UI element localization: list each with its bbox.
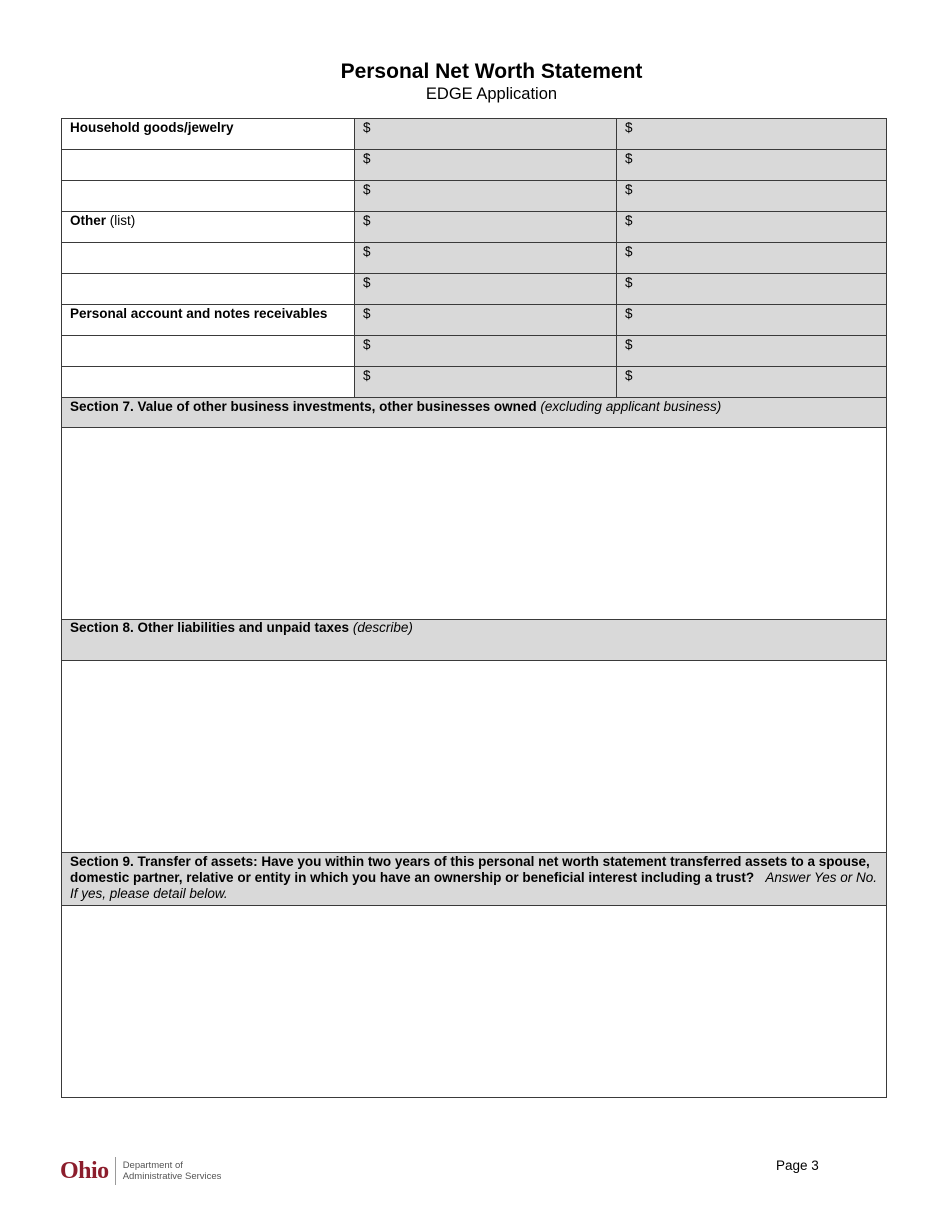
page-subtitle: EDGE Application [425,85,558,103]
asset-amount-field-2[interactable]: $ [617,212,887,243]
page-number: Page 3 [776,1158,819,1173]
section-8-input-row [62,661,887,853]
net-worth-form-table [61,118,887,1098]
department-line-1: Department of [122,1160,183,1171]
asset-label-bold: Personal account and notes receivables [70,306,328,321]
section-9-note: Answer Yes or No. If yes, please detail below. [70,870,877,901]
asset-label-plain: (list) [106,213,136,228]
asset-amount-field-1[interactable]: $ [355,150,617,181]
asset-row [62,336,887,367]
section-9-input-row [62,906,887,1098]
asset-amount-field-2[interactable]: $ [617,305,887,336]
section-9-input-area[interactable] [62,906,887,1098]
asset-amount-field-2[interactable]: $ [617,181,887,212]
asset-label-cell[interactable] [62,274,355,305]
section-7-header-row [62,398,887,428]
section-9-heading [62,853,887,906]
asset-label-cell[interactable] [62,305,355,336]
asset-label-cell[interactable] [62,336,355,367]
logo-divider [115,1157,116,1185]
asset-amount-field-1[interactable]: $ [355,305,617,336]
section-8-header-row [62,620,887,661]
asset-label-cell[interactable] [62,212,355,243]
asset-label-cell[interactable] [62,119,355,150]
asset-label-cell[interactable] [62,243,355,274]
section-7-heading [62,398,887,428]
asset-amount-field-1[interactable]: $ [355,181,617,212]
asset-label-cell[interactable] [62,150,355,181]
section-8-note: (describe) [352,620,413,635]
asset-amount-field-1[interactable]: $ [355,336,617,367]
asset-label-bold: Other [70,213,107,228]
asset-amount-field-2[interactable]: $ [617,336,887,367]
section-8-title: Section 8. Other liabilities and unpaid taxes [70,620,350,635]
asset-label-bold: Household goods/jewelry [70,120,234,135]
asset-row [62,119,887,150]
section-7-note: (excluding applicant business) [540,399,722,414]
section-8-heading [62,620,887,661]
asset-label-cell[interactable] [62,367,355,398]
asset-row [62,150,887,181]
asset-row [62,367,887,398]
page-title: Personal Net Worth Statement [340,60,643,83]
section-9-title: Section 9. Transfer of assets: Have you within two years of this personal net worth statement transferred assets to a spouse, domestic partner, relative or entity in which you have an ownership or beneficial interest including a trust? [70,854,870,885]
asset-amount-field-2[interactable]: $ [617,243,887,274]
section-7-input-row [62,428,887,620]
asset-amount-field-2[interactable]: $ [617,150,887,181]
asset-row [62,243,887,274]
asset-amount-field-2[interactable]: $ [617,367,887,398]
ohio-logo-word: Ohio [60,1158,109,1184]
asset-amount-field-1[interactable]: $ [355,274,617,305]
asset-row [62,181,887,212]
section-7-input-area[interactable] [62,428,887,620]
asset-amount-field-2[interactable]: $ [617,119,887,150]
asset-rows [62,119,887,398]
asset-amount-field-1[interactable]: $ [355,212,617,243]
section-9-header-row [62,853,887,906]
department-line-2: Administrative Services [122,1171,222,1182]
section-7-title: Section 7. Value of other business investments, other businesses owned [70,399,537,414]
ohio-das-logo [60,1155,221,1187]
asset-label-cell[interactable] [62,181,355,212]
department-name [123,1160,222,1182]
asset-row [62,212,887,243]
asset-row [62,305,887,336]
asset-amount-field-1[interactable]: $ [355,367,617,398]
section-8-input-area[interactable] [62,661,887,853]
asset-amount-field-2[interactable]: $ [617,274,887,305]
asset-amount-field-1[interactable]: $ [355,243,617,274]
asset-row [62,274,887,305]
asset-amount-field-1[interactable]: $ [355,119,617,150]
